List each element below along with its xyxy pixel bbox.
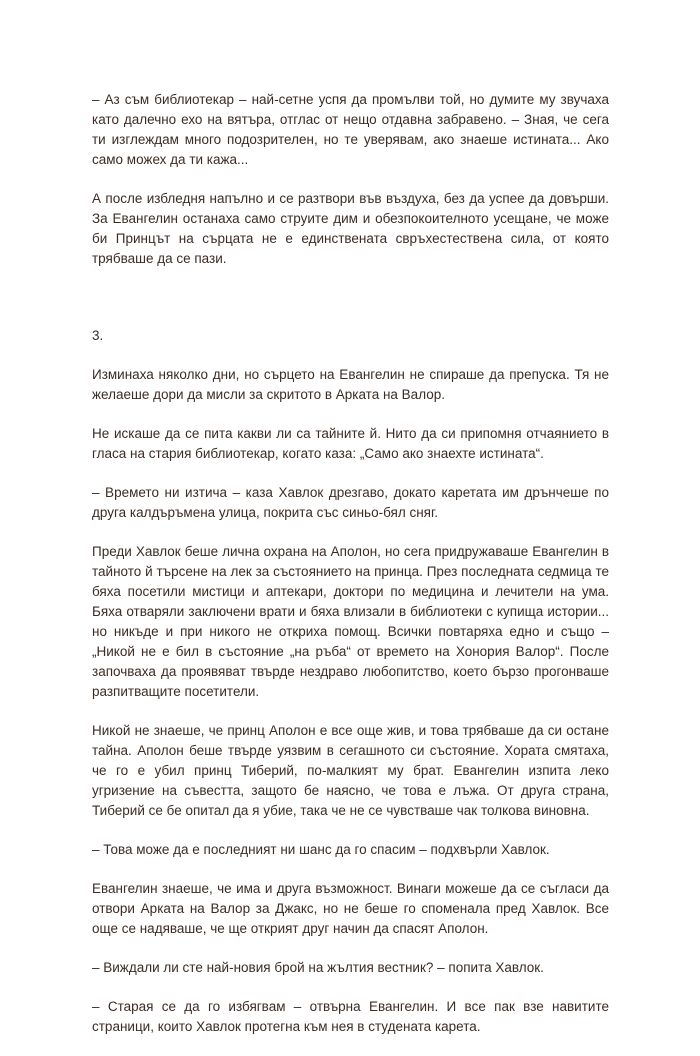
paragraph: – Това може да е последният ни шанс да го спасим – подхвърли Хавлок. (92, 842, 550, 857)
paragraph: Не искаше да се пита какви ли са тайните й. Нито да си припомня отчаянието в гласа на стария библиотекар, когато каза: „Само ако знаехте истината“. (92, 426, 609, 461)
paragraph: Преди Хавлок беше лична охрана на Аполон, но сега придружаваше Евангелин в тайното й търсене на лек за състоянието на принца. През последната седмица те бяха посетили мистици и аптекари, доктори по медицина и лечители на ума. Бяха отваряли заключени врати и бяха влизали в библиотеки с купища истории... но никъде и при никого не откриха помощ. Всички повтаряха едно и също – „Никой не е бил в състояние „на ръба“ от времето на Хонория Валор“. После започваха да проявяват твърде нездраво любопитство, което бързо прогонваше разпитващите посетители. (92, 544, 609, 699)
paragraph: – Виждали ли сте най-новия брой на жълтия вестник? – попита Хавлок. (92, 960, 544, 975)
section-number: 3. (92, 328, 104, 343)
paragraph: – Аз съм библиотекар – най-сетне успя да промълви той, но думите му звучаха като далечно ехо на вятъра, отглас от нещо отдавна забравено. – Зная, че сега ти изглеждам много подозрителен, но те уверявам, ако знаеше истината... Ако само можех да ти кажа... (92, 92, 609, 167)
document-page (92, 90, 609, 1056)
paragraph: – Старая се да го избягвам – отвърна Евангелин. И все пак взе навитите страници, които Хавлок протегна към нея в студената карета. (92, 999, 609, 1034)
section-spacer (92, 288, 609, 326)
paragraph: Никой не знаеше, че принц Аполон е все още жив, и това трябваше да си остане тайна. Аполон беше твърде уязвим в сегашното си състояние. Хората смятаха, че го е убил принц Тиберий, по-малкият му брат. Евангелин изпита леко угризение на съвестта, защото бе наясно, че това е лъжа. От друга страна, Тиберий се бе опитал да я убие, така че не се чувстваше чак толкова виновна. (92, 723, 609, 818)
paragraph: Евангелин знаеше, че има и друга възможност. Винаги можеше да се съгласи да отвори Арката на Валор за Джакс, но не беше го споменала пред Хавлок. Все още се надяваше, че ще открият друг начин да спасят Аполон. (92, 881, 609, 936)
paragraph: – Времето ни изтича – каза Хавлок дрезгаво, докато каретата им дрънчеше по друга калдъръмена улица, покрита със синьо-бял сняг. (92, 485, 609, 520)
paragraph: А после избледня напълно и се разтвори във въздуха, без да успее да довърши. За Евангелин останаха само струите дим и обезпокоителното усещане, че може би Принцът на сърцата не е единствената свръхестествена сила, от която трябваше да се пази. (92, 191, 609, 266)
paragraph: Изминаха няколко дни, но сърцето на Евангелин не спираше да препуска. Тя не желаеше дори да мисли за скритото в Арката на Валор. (92, 367, 609, 402)
